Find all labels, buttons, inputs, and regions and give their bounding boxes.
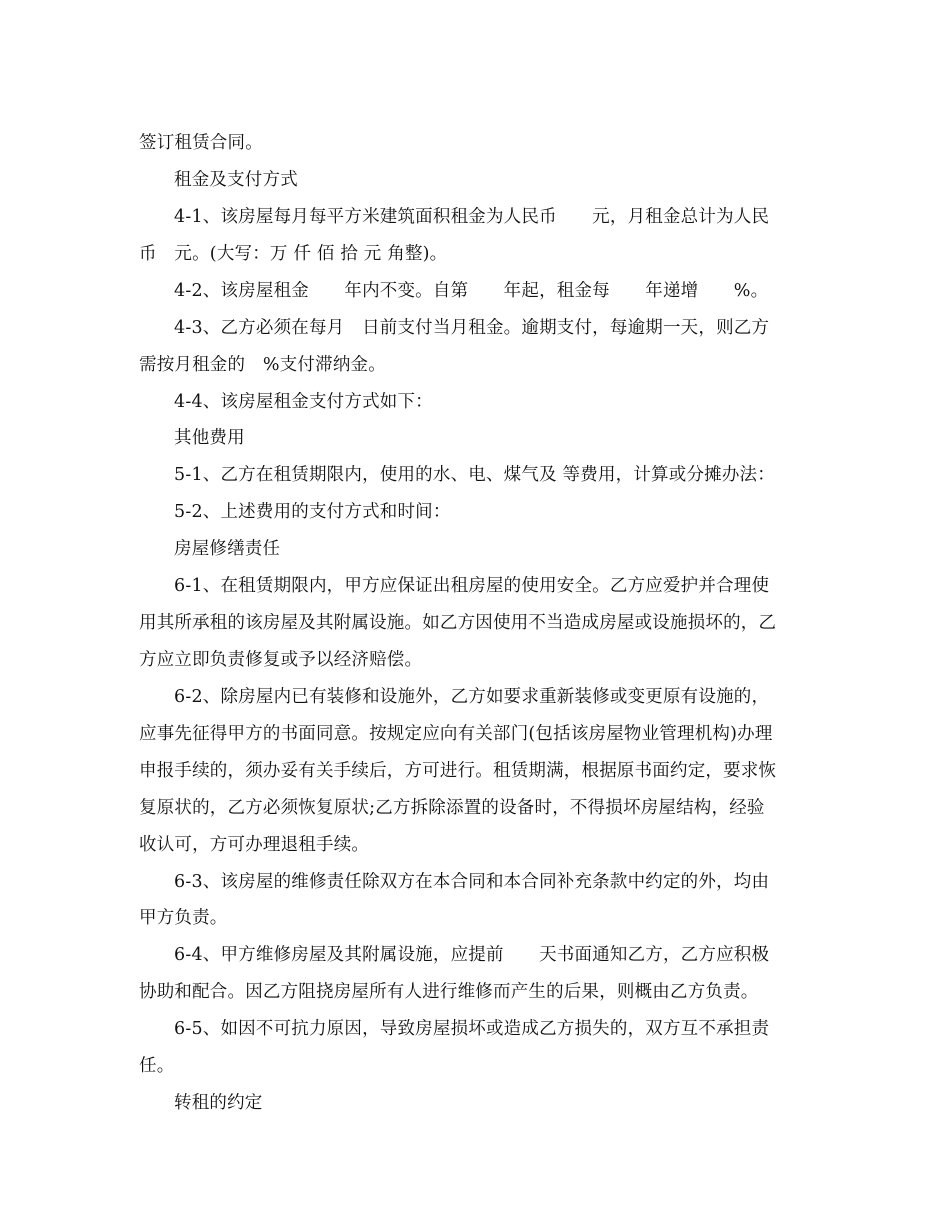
text-line: 任。 — [139, 1056, 175, 1076]
text-line: 4-3、乙方必须在每月 日前支付当月租金。逾期支付，每逾期一天，则乙方 — [174, 318, 770, 338]
text-line: 5-1、乙方在租赁期限内，使用的水、电、煤气及 等费用，计算或分摊办法： — [174, 465, 775, 485]
text-line: 签订租赁合同。 — [139, 133, 263, 153]
text-line: 5-2、上述费用的支付方式和时间： — [174, 502, 451, 522]
text-line: 4-2、该房屋租金 年内不变。自第 年起，租金每 年递增 %。 — [174, 281, 769, 301]
text-line: 协助和配合。因乙方阻挠房屋所有人进行维修而产生的后果，则概由乙方负责。 — [139, 982, 759, 1002]
text-line: 应事先征得甲方的书面同意。按规定应向有关部门(包括该房屋物业管理机构)办理 — [139, 724, 773, 744]
text-line: 6-5、如因不可抗力原因，导致房屋损坏或造成乙方损失的，双方互不承担责 — [174, 1019, 770, 1039]
section-heading: 其他费用 — [174, 428, 245, 448]
text-line: 4-4、该房屋租金支付方式如下： — [174, 392, 433, 412]
section-heading: 转租的约定 — [174, 1093, 263, 1113]
text-line: 用其所承租的该房屋及其附属设施。如乙方因使用不当造成房屋或设施损坏的，乙 — [139, 613, 777, 633]
section-heading: 租金及支付方式 — [174, 170, 298, 190]
text-line: 币 元。(大写：万 仟 佰 拾 元 角整)。 — [139, 244, 448, 264]
text-line: 甲方负责。 — [139, 908, 228, 928]
text-line: 6-4、甲方维修房屋及其附属设施，应提前 天书面通知乙方，乙方应积极 — [174, 945, 770, 965]
text-line: 6-1、在租赁期限内，甲方应保证出租房屋的使用安全。乙方应爱护并合理使 — [174, 576, 770, 596]
text-line: 4-1、该房屋每月每平方米建筑面积租金为人民币 元，月租金总计为人民 — [174, 207, 770, 227]
text-line: 需按月租金的 %支付滞纳金。 — [139, 355, 386, 375]
text-line: 复原状的，乙方必须恢复原状;乙方拆除添置的设备时，不得损坏房屋结构，经验 — [139, 798, 765, 818]
text-line: 方应立即负责修复或予以经济赔偿。 — [139, 650, 423, 670]
text-line: 收认可，方可办理退租手续。 — [139, 835, 370, 855]
text-line: 6-3、该房屋的维修责任除双方在本合同和本合同补充条款中约定的外，均由 — [174, 872, 770, 892]
section-heading: 房屋修缮责任 — [174, 539, 281, 559]
text-line: 6-2、除房屋内已有装修和设施外，乙方如要求重新装修或变更原有设施的， — [174, 687, 770, 707]
text-line: 申报手续的，须办妥有关手续后，方可进行。租赁期满，根据原书面约定，要求恢 — [139, 761, 777, 781]
